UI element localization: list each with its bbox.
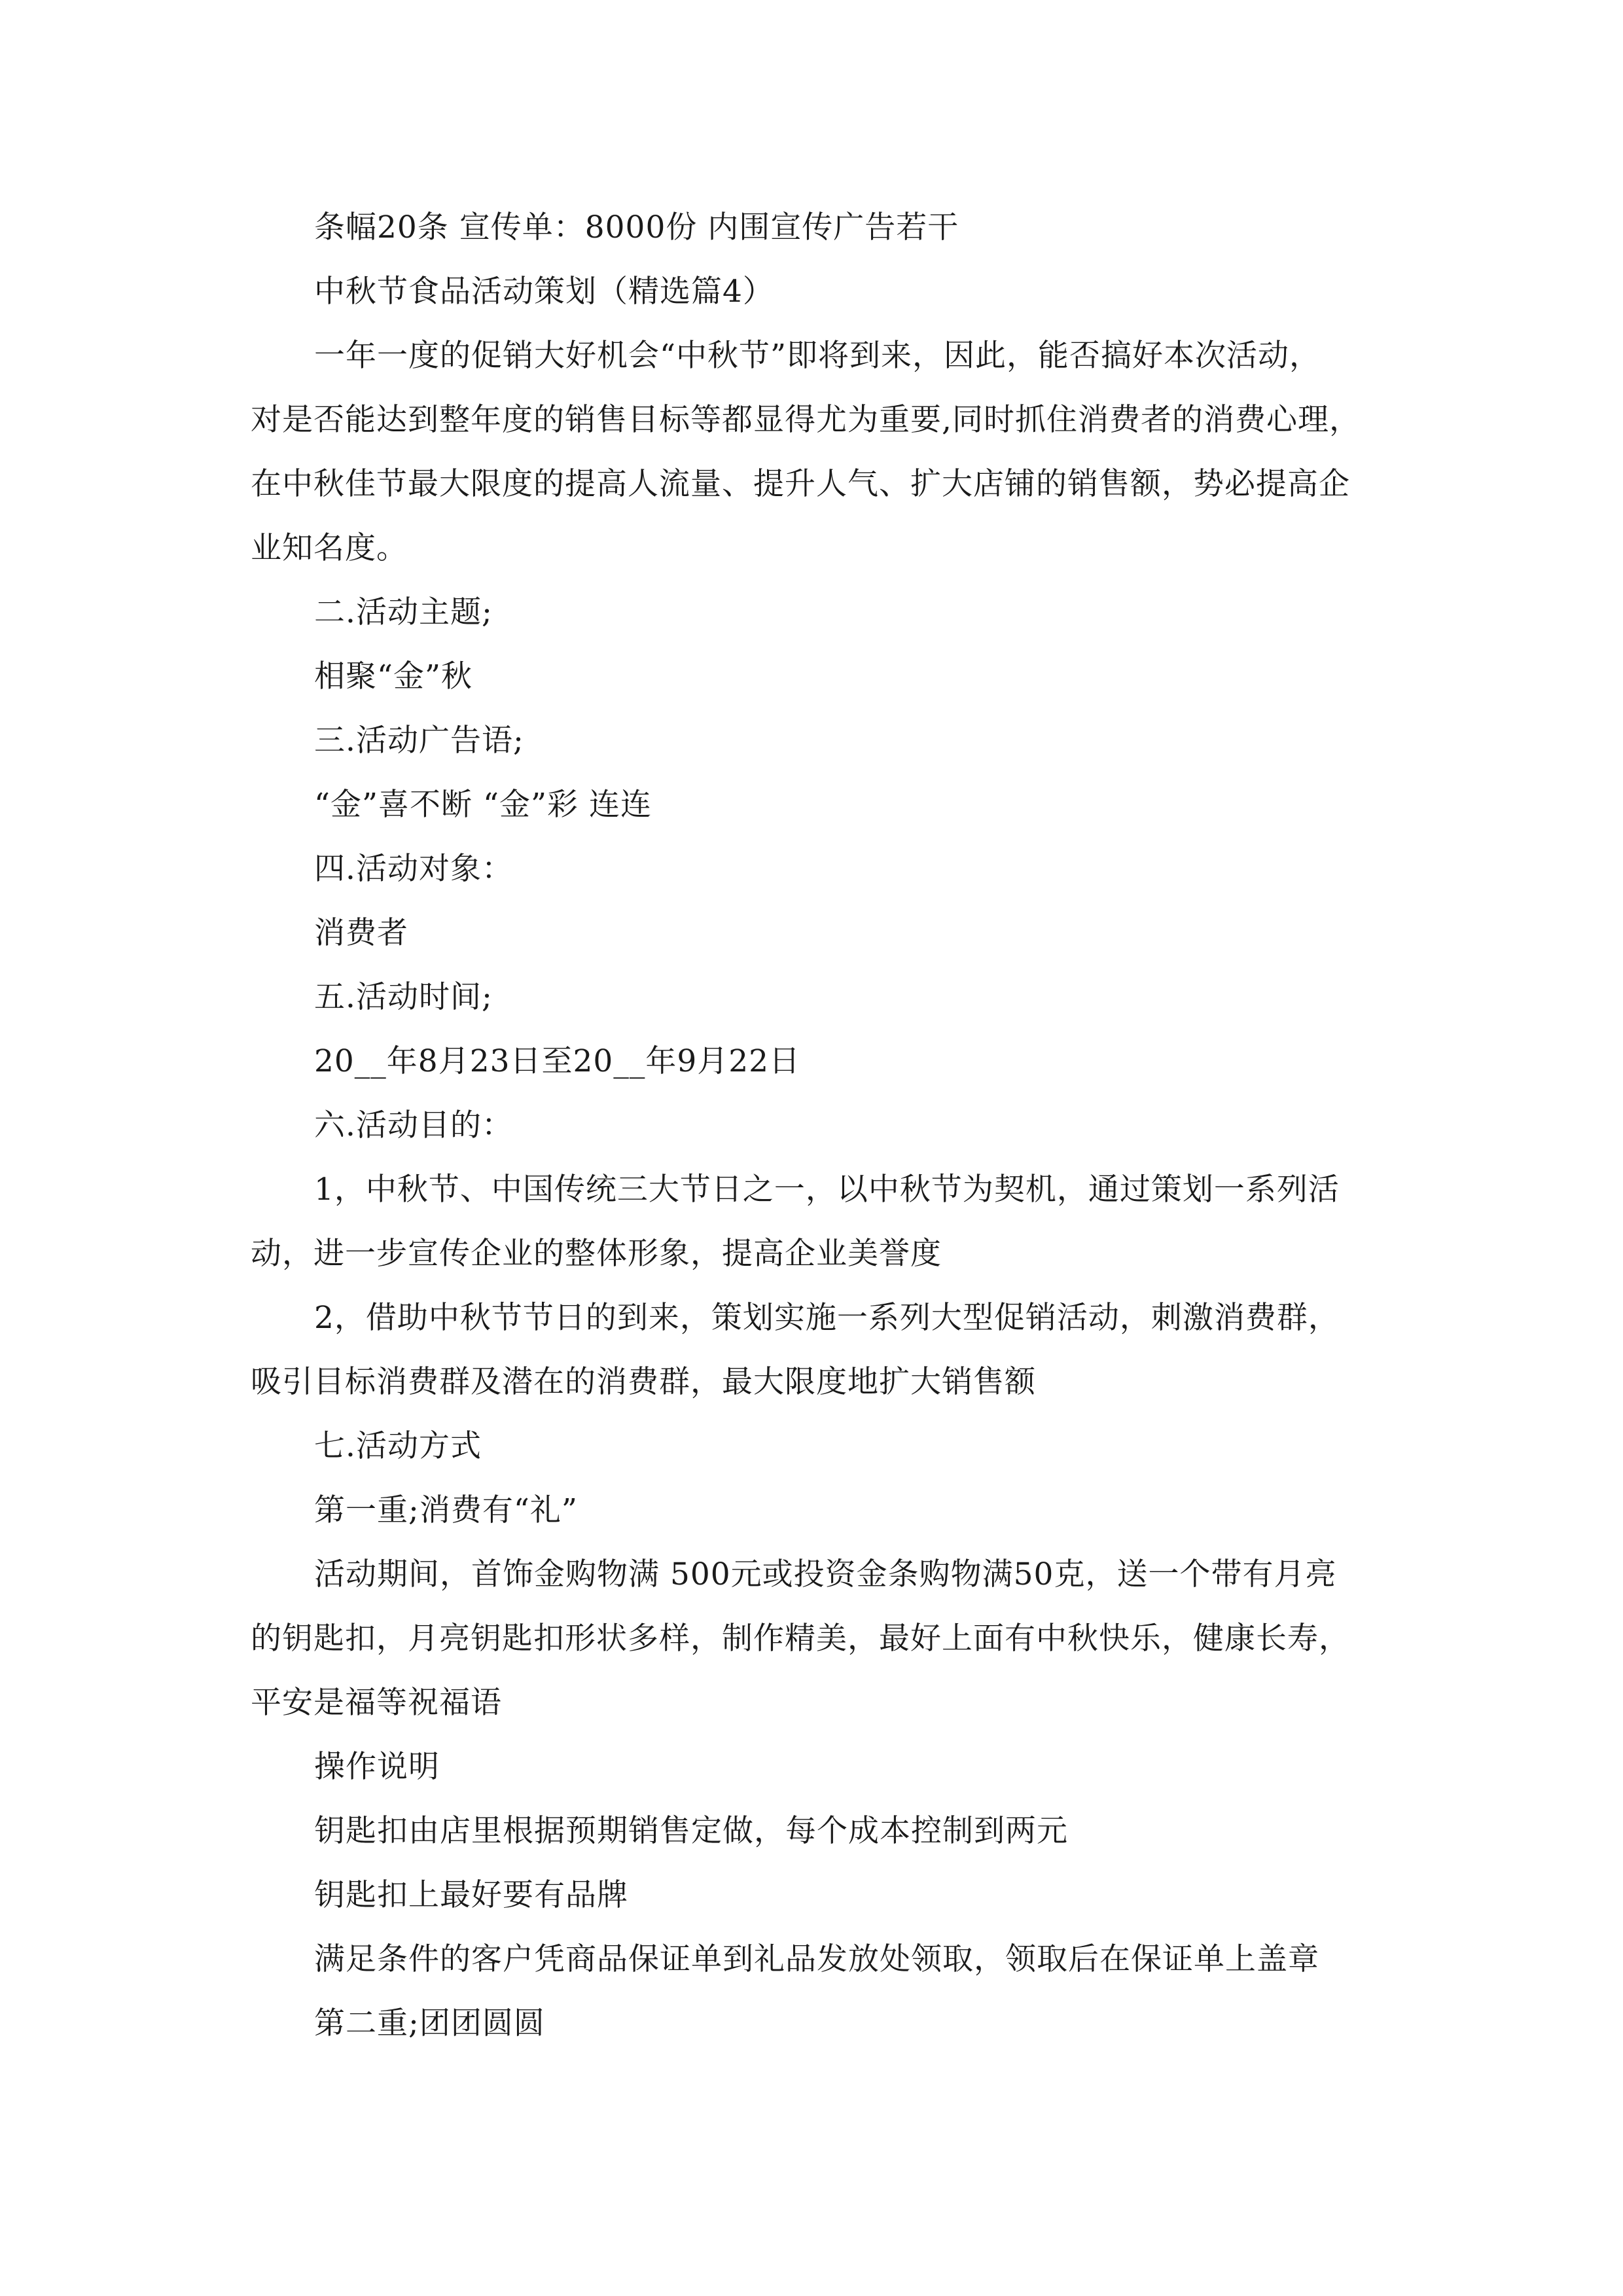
heading-line: 三.活动广告语; bbox=[314, 723, 524, 759]
paragraph-line: 相聚“金”秋 bbox=[314, 658, 473, 694]
paragraph-line: 第二重;团团圆圆 bbox=[314, 2005, 545, 2041]
paragraph-line: 钥匙扣上最好要有品牌 bbox=[314, 1877, 628, 1913]
paragraph-line: 活动期间，首饰金购物满 500元或投资金条购物满50克，送一个带有月亮 bbox=[314, 1556, 1337, 1592]
paragraph-line: 一年一度的促销大好机会“中秋节”即将到来，因此，能否搞好本次活动， bbox=[314, 338, 1321, 374]
paragraph-line: “金”喜不断 “金”彩 连连 bbox=[314, 787, 652, 823]
paragraph-line: 平安是福等祝福语 bbox=[251, 1685, 502, 1721]
paragraph-line: 消费者 bbox=[314, 915, 408, 951]
paragraph-line: 在中秋佳节最大限度的提高人流量、提升人气、扩大店铺的销售额，势必提高企 bbox=[251, 466, 1350, 502]
paragraph-line: 的钥匙扣，月亮钥匙扣形状多样，制作精美，最好上面有中秋快乐，健康长寿， bbox=[251, 1621, 1350, 1657]
paragraph-line: 满足条件的客户凭商品保证单到礼品发放处领取，领取后在保证单上盖章 bbox=[314, 1941, 1319, 1977]
heading-line: 二.活动主题; bbox=[314, 594, 493, 630]
paragraph-line: 20__年8月23日至20__年9月22日 bbox=[314, 1043, 801, 1079]
heading-line: 六.活动目的： bbox=[314, 1107, 513, 1143]
paragraph-line: 2，借助中秋节节日的到来，策划实施一系列大型促销活动，刺激消费群， bbox=[314, 1300, 1340, 1336]
paragraph-line: 1，中秋节、中国传统三大节日之一，以中秋节为契机，通过策划一系列活 bbox=[314, 1172, 1340, 1208]
paragraph-line: 第一重;消费有“礼” bbox=[314, 1492, 578, 1528]
paragraph-line: 吸引目标消费群及潜在的消费群，最大限度地扩大销售额 bbox=[251, 1364, 1036, 1400]
section-title: 中秋节食品活动策划（精选篇4） bbox=[314, 274, 774, 310]
heading-line: 七.活动方式 bbox=[314, 1428, 482, 1464]
paragraph-line: 钥匙扣由店里根据预期销售定做，每个成本控制到两元 bbox=[314, 1813, 1068, 1849]
heading-line: 五.活动时间; bbox=[314, 979, 493, 1015]
paragraph-line: 操作说明 bbox=[314, 1749, 440, 1785]
heading-line: 四.活动对象： bbox=[314, 851, 513, 887]
paragraph-line: 条幅20条 宣传单：8000份 内围宣传广告若干 bbox=[314, 209, 959, 245]
paragraph-line: 业知名度。 bbox=[251, 530, 408, 566]
paragraph-line: 动，进一步宣传企业的整体形象，提高企业美誉度 bbox=[251, 1236, 942, 1272]
paragraph-line: 对是否能达到整年度的销售目标等都显得尤为重要,同时抓住消费者的消费心理， bbox=[251, 402, 1361, 438]
